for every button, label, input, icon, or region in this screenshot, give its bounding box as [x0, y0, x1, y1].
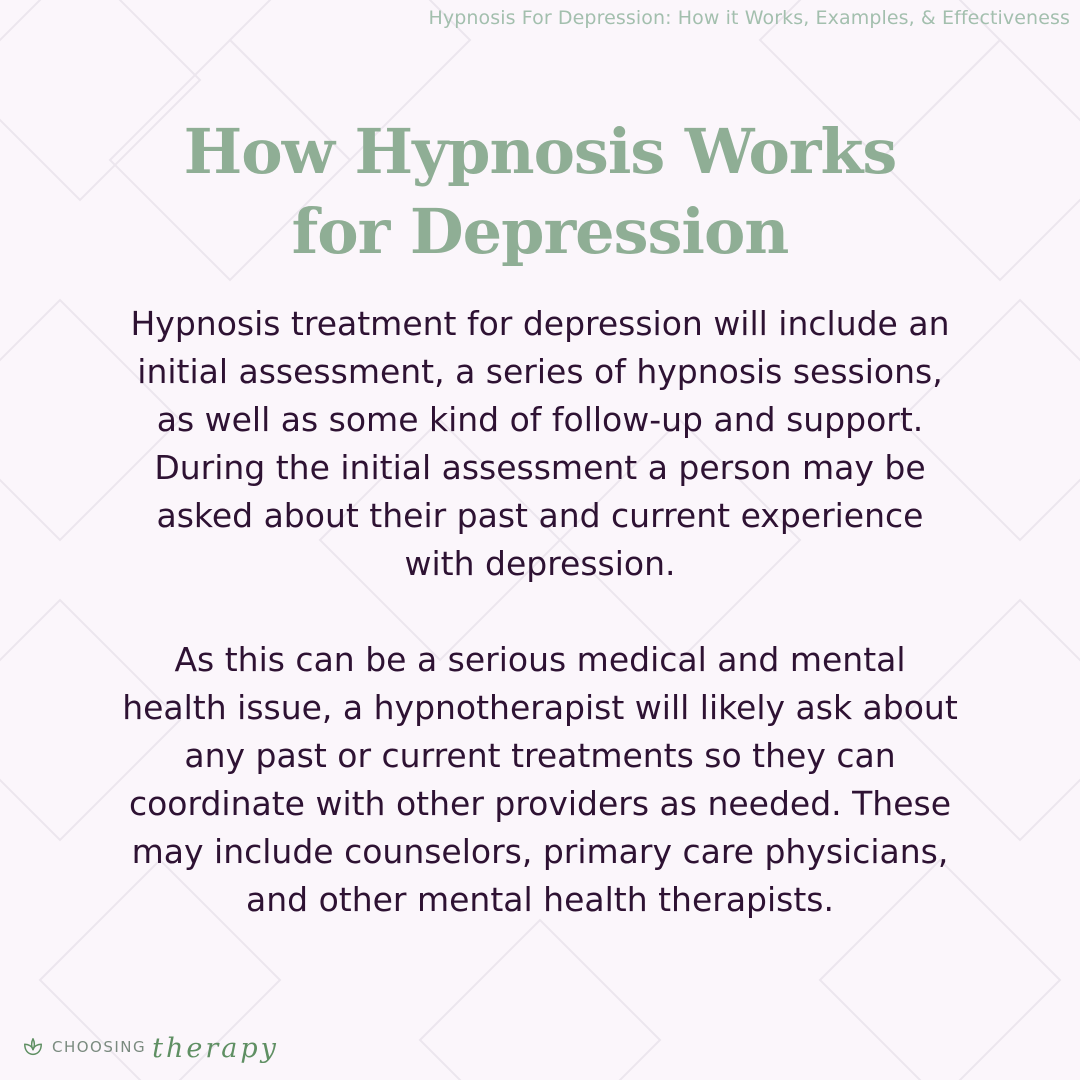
text-line: may include counselors, primary care physicians, — [131, 832, 949, 871]
choosing-therapy-logo — [22, 1031, 279, 1062]
text-line: as well as some kind of follow-up and support. — [156, 400, 924, 439]
text-line: During the initial assessment a person may be — [154, 448, 926, 487]
paragraph-assessment — [90, 300, 990, 588]
text-line: Hypnosis treatment for depression will include an — [130, 304, 950, 343]
title-line-2: for Depression — [291, 195, 789, 268]
header-caption: Hypnosis For Depression: How it Works, Examples, & Effectiveness — [428, 7, 1070, 29]
text-line: and other mental health therapists. — [246, 880, 834, 919]
text-line: with depression. — [404, 544, 676, 583]
text-line: asked about their past and current experience — [156, 496, 924, 535]
text-line: any past or current treatments so they can — [184, 736, 896, 775]
logo-word-therapy: therapy — [152, 1033, 279, 1064]
page-title — [0, 112, 1080, 272]
title-line-1: How Hypnosis Works — [183, 115, 897, 188]
leaf-icon — [22, 1036, 44, 1058]
text-line: health issue, a hypnotherapist will likely ask about — [122, 688, 958, 727]
text-line: initial assessment, a series of hypnosis sessions, — [137, 352, 943, 391]
paragraph-treatments — [90, 636, 990, 924]
article-body — [90, 300, 990, 924]
text-line: As this can be a serious medical and mental — [174, 640, 906, 679]
text-line: coordinate with other providers as needed. These — [128, 784, 952, 823]
logo-word-choosing: CHOOSING — [52, 1037, 147, 1056]
